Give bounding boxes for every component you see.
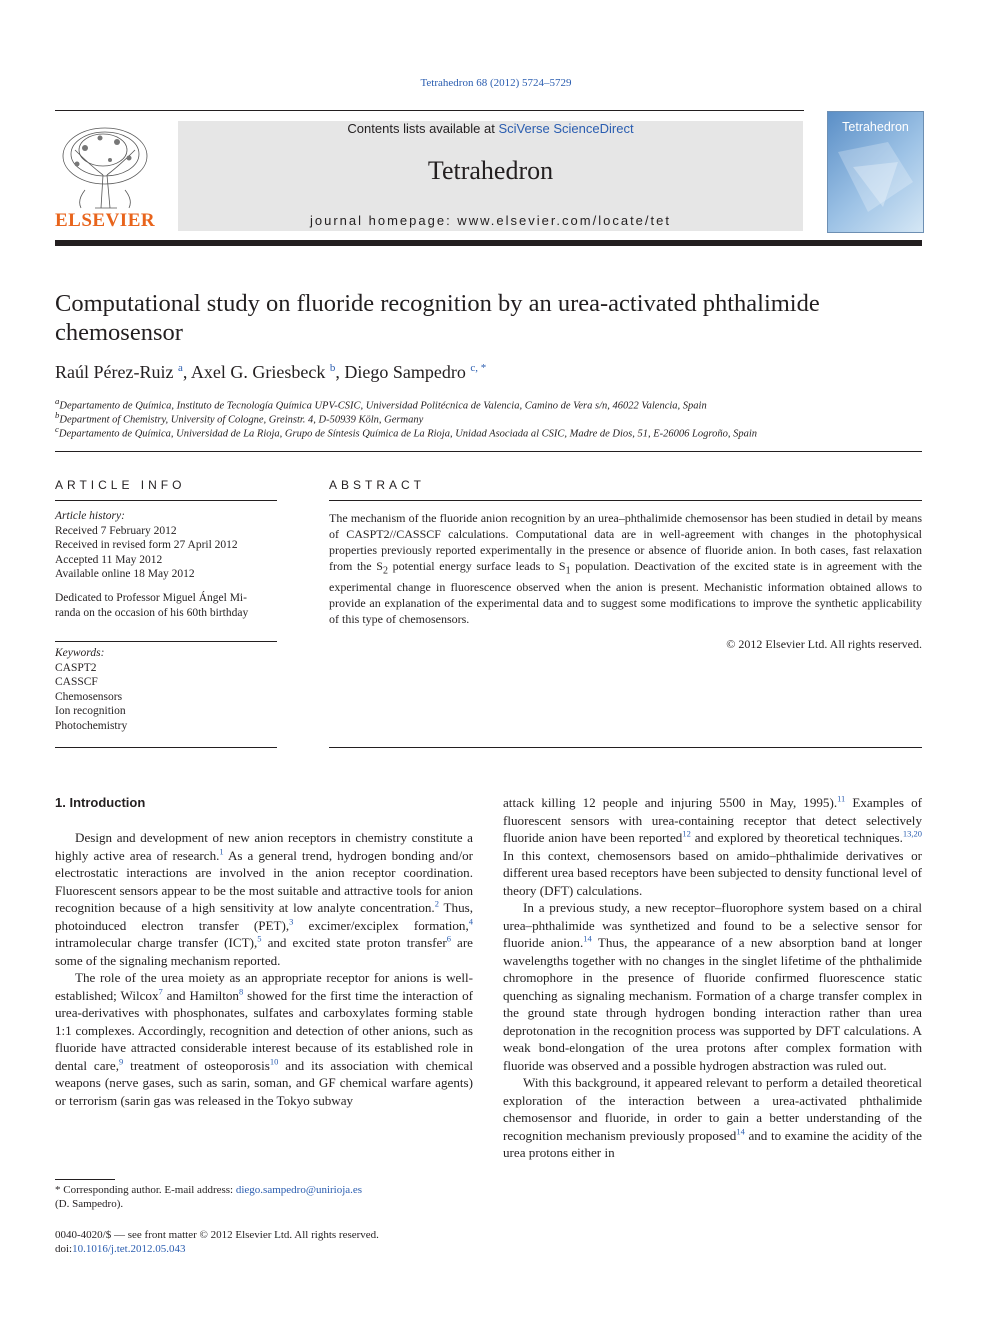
article-info-heading: ARTICLE INFO [55, 478, 186, 492]
keyword: CASSCF [55, 676, 98, 688]
dedication-line: Dedicated to Professor Miguel Ángel Mi- [55, 592, 247, 604]
affil-label: c [55, 424, 59, 434]
paragraph [503, 794, 922, 899]
footnote-rule [55, 1179, 115, 1180]
text-run: As a general trend, hydrogen bonding and/or electrostatic interactions are involved in the anion receptor coordination. Fluorescent sensors appear to be the most suitable and attractive tools for anion recognition because of a high sensitivity at low analyte concentration. [55, 847, 473, 915]
history-item: Received in revised form 27 April 2012 [55, 539, 238, 551]
text-run: are some of the signaling mechanism reported. [55, 935, 473, 968]
keyword: Photochemistry [55, 719, 128, 732]
dedication [55, 591, 277, 620]
section-heading: 1. Introduction [55, 795, 146, 810]
history-item: Available online 18 May 2012 [55, 568, 195, 580]
cover-graphic-icon [828, 112, 923, 232]
citation-ref[interactable]: 10 [269, 1056, 279, 1067]
contents-line [178, 121, 803, 136]
abstract-heading: ABSTRACT [329, 478, 426, 492]
citation-ref[interactable]: 1 [219, 846, 224, 857]
keyword: Chemosensors [55, 690, 123, 703]
citation-ref[interactable]: 12 [682, 828, 691, 839]
text-run: The role of the urea moiety as an appropriate receptor for anions is well-established; Wilcox [55, 970, 473, 1003]
author-name[interactable]: Raúl Pérez-Ruiz [55, 362, 174, 382]
journal-homepage-link[interactable]: journal homepage: www.elsevier.com/locate/tet [310, 213, 671, 228]
text-run: attack killing 12 people and injuring 5500 in May, 1995). [503, 795, 838, 810]
article-title: Computational study on fluoride recognition by an urea-activated phthalimide chemosensor [55, 290, 820, 346]
section-rule [55, 500, 277, 501]
doi-line [55, 1243, 185, 1255]
journal-cover-image[interactable] [827, 111, 924, 233]
affil-text: Department of Chemistry, University of Cologne, Greinstr. 4, D-50939 Köln, Germany [59, 414, 424, 426]
text-run: and Hamilton [162, 987, 239, 1003]
text-run: Design and development of new anion receptors in chemistry constitute a highly active area of research. [55, 830, 473, 863]
text-run: Examples of fluorescent sensors with urea-containing receptor that detect selectively fluoride anion have been reported [503, 795, 923, 845]
keywords-label: Keywords: [55, 647, 105, 659]
text-run: treatment of osteoporosis [123, 1057, 270, 1073]
citation-ref[interactable]: 9 [119, 1056, 124, 1067]
paragraph [503, 1074, 922, 1162]
affil-text: Departamento de Química, Universidad de La Rioja, Grupo de Síntesis Química de La Rioja, Unidad Asociada al CSIC, Madre de Dios, 51, E-26006 Logroño, Spain [58, 428, 757, 440]
paragraph [55, 969, 473, 1109]
history-item: Accepted 11 May 2012 [55, 553, 163, 566]
abstract-part: population. Deactivation of the excited state is in agreement with the experimental change in fluorescence observed when the anion is present. Mechanistic information obtained allows to provide an explanation of the experimental data and to suggest some modifications to improve the synthetic applicability of this type of chemosensors. [329, 559, 922, 627]
author-list: Raúl Pérez-Ruiz $^a$, Axel G. Griesbeck $^b$, Diego Sampedro $^{c, *}$ [55, 362, 487, 382]
affil-text: Departamento de Química, Instituto de Tecnología Química UPV-CSIC, Universidad Politécnica de Valencia, Camino de Vera s/n, 46022 Valencia, Spain [59, 400, 707, 412]
sciencedirect-link[interactable]: SciVerse ScienceDirect [498, 121, 634, 136]
text-run: Thus, photoinduced electron transfer (PET), [55, 900, 473, 933]
keywords [55, 646, 277, 733]
affiliation [55, 424, 757, 440]
article-history [55, 509, 277, 582]
doi-link[interactable]: 10.1016/j.tet.2012.05.043 [72, 1243, 186, 1255]
front-matter-line: 0040-4020/$ — see front matter © 2012 Elsevier Ltd. All rights reserved. [55, 1229, 379, 1241]
abstract-part: The mechanism of the fluoride anion recognition by an urea–phthalimide chemosensor has been studied in detail by means of CASPT2//CASSCF calculations. Computational data are in well-agreement with changes in the photophysical properties previously reported experimentally in the presence or absence of fluoride anion. In both cases, fast relaxation from the S [329, 511, 922, 573]
section-rule [55, 641, 277, 642]
citation-ref[interactable]: 7 [158, 986, 163, 997]
citation-ref[interactable]: 6 [446, 933, 451, 944]
history-label: Article history: [55, 510, 125, 522]
paragraph [55, 829, 473, 969]
citation-ref[interactable]: 14 [583, 933, 592, 944]
citation-ref[interactable]: 5 [257, 933, 262, 944]
citation-ref[interactable]: 11 [837, 793, 846, 804]
text-run: In a previous study, a new receptor–fluorophore system based on a chiral urea–phthalimide was synthetized and found to be a selective sensor for fluoride anion. [503, 900, 922, 950]
contents-prefix: Contents lists available at [347, 121, 499, 136]
section-rule [329, 500, 922, 501]
footnote-suffix: (D. Sampedro). [55, 1198, 124, 1210]
journal-name: Tetrahedron [427, 156, 554, 185]
text-run: intramolecular charge transfer (ICT), [55, 935, 258, 950]
footnote-prefix: * Corresponding author. E-mail address: [55, 1184, 236, 1196]
keyword: CASPT2 [55, 661, 97, 674]
header-thick-rule [55, 240, 922, 246]
keyword: Ion recognition [55, 705, 126, 717]
email-link[interactable]: diego.sampedro@unirioja.es [235, 1184, 363, 1196]
elsevier-wordmark[interactable]: ELSEVIER [55, 210, 156, 231]
text-run: and its association with chemical weapons (nerve gases, such as sarin, soman, and GF chemical warfare agents) or terrorism (sarin gas was released in the Tokyo subway [55, 1057, 473, 1108]
author-affil-mark[interactable]: b [329, 362, 336, 374]
text-run: Thus, the appearance of a new absorption band at longer wavelengths together with no changes in the singlet lifetime of the phthalimide chromophore in the presence of fluoride confirmed fluorescence static quenching as signaling mechanism. Formation of a charge transfer complex in the ground state through hydrogen bonding interaction rather than urea deprotonation in the recognition process was supported by DFT calculations. A weak bond-elongation of the urea protons after complex formation with fluoride was observed and a possible hydrogen abstraction was ruled out. [503, 935, 922, 1073]
citation-ref[interactable]: 4 [468, 916, 473, 927]
subscript: 1 [565, 565, 571, 577]
citation-ref[interactable]: 14 [736, 1126, 745, 1137]
citation-ref[interactable]: 3 [289, 916, 294, 927]
text-run: With this background, it appeared relevant to perform a detailed theoretical exploration of the interaction between a urea-activated phthalimide chemosensor and fluoride, in order to gain a better understanding of the recognition mechanism previously proposed [503, 1075, 922, 1143]
copyright: © 2012 Elsevier Ltd. All rights reserved. [726, 637, 922, 651]
citation-ref[interactable]: 13,20 [902, 828, 922, 839]
doi-prefix: doi: [55, 1243, 73, 1255]
text-run: and explored by theoretical techniques. [690, 830, 903, 845]
abstract-part: potential energy surface leads to S [387, 559, 566, 573]
paragraph [503, 899, 922, 1074]
corresponding-author-footnote [55, 1183, 473, 1211]
body-column-left [55, 829, 473, 1109]
text-run: and excited state proton transfer [261, 935, 447, 950]
citation-ref[interactable]: 8 [238, 986, 244, 997]
text-run: excimer/exciplex formation, [293, 917, 469, 933]
citation-ref[interactable]: 2 [434, 898, 439, 909]
header-rule [55, 110, 804, 111]
affil-label: b [55, 410, 60, 420]
author-affil-mark[interactable]: c, * [470, 362, 487, 374]
author-name[interactable]: Axel G. Griesbeck [190, 362, 326, 382]
section-rule [55, 451, 922, 452]
subscript: 2 [382, 565, 388, 577]
text-run: and to examine the acidity of the urea protons either in [503, 1127, 922, 1160]
history-item: Received 7 February 2012 [55, 524, 177, 537]
dedication-line: randa on the occasion of his 60th birthday [55, 606, 249, 619]
cover-title: Tetrahedron [842, 120, 909, 134]
journal-citation[interactable]: Tetrahedron 68 (2012) 5724–5729 [420, 77, 572, 89]
author-affil-mark[interactable]: a [177, 362, 183, 374]
affil-label: a [55, 396, 60, 406]
text-run: In this context, chemosensors based on amido–phthalimide derivatives or different urea based receptors have been subjected to density functional level of theory (DFT) calculations. [503, 847, 922, 898]
section-rule [55, 747, 277, 748]
abstract-text [329, 510, 922, 627]
author-name[interactable]: Diego Sampedro [344, 362, 466, 382]
body-column-right [503, 794, 922, 1162]
section-rule [329, 747, 922, 748]
text-run: showed for the first time the interaction of urea-derivatives with phosphonates, sulfates and carboxylates forming stable 1:1 complexes. Accordingly, recognition and detection of other anions, such as fluoride have attracted considerable interest because of its established role in dental care, [55, 987, 473, 1073]
